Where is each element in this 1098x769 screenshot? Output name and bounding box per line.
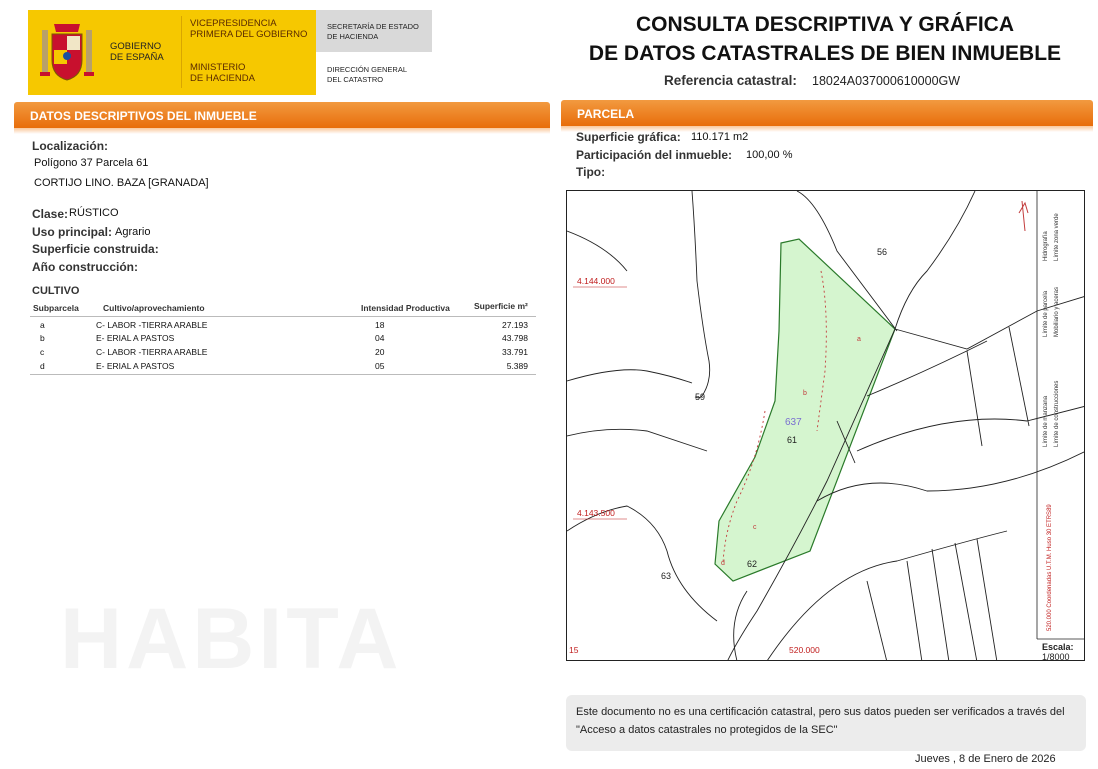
subparcel-label: c [753, 524, 757, 531]
uso-principal-value: Agrario [115, 226, 151, 238]
legend-limite-parcela: Límite de parcela [1043, 290, 1049, 337]
legend-limite-zona-verde: Límite zona verde [1054, 213, 1060, 261]
direccion-general-label: DIRECCIÓN GENERAL DEL CATASTRO [327, 65, 408, 84]
table-cell: b [40, 333, 45, 343]
ministerio-label: MINISTERIO DE HACIENDA [190, 62, 255, 84]
subparcel-label: d [721, 560, 725, 567]
table-cell: C- LABOR -TIERRA ARABLE [96, 320, 208, 330]
referencia-label: Referencia catastral: [664, 73, 797, 88]
table-cell: E- ERIAL A PASTOS [96, 333, 175, 343]
document-date: Jueves , 8 de Enero de 2026 [915, 753, 1056, 765]
subparcel-label: a [857, 336, 861, 343]
legend-coordinates: 520.000 Coordenadas U.T.M. Huso 30 ETRS89 [1047, 504, 1053, 631]
col-cultivo: Cultivo/aprovechamiento [103, 303, 205, 313]
north-arrow-icon [1019, 201, 1028, 231]
participacion-value: 100,00 % [746, 149, 793, 161]
table-cell: E- ERIAL A PASTOS [96, 361, 175, 371]
table-cell: 20 [375, 347, 385, 357]
vicepresidencia-label: VICEPRESIDENCIA PRIMERA DEL GOBIERNO [190, 18, 308, 40]
coat-of-arms-icon [38, 16, 96, 86]
clase-label: Clase: [32, 207, 69, 221]
col-intensidad: Intensidad Productiva [361, 303, 450, 313]
table-cell: 27.193 [502, 320, 528, 330]
legend-hidrografia: Hidrografía [1043, 231, 1049, 261]
parcel-61-shape[interactable] [715, 239, 895, 581]
map-canvas [567, 191, 1085, 661]
section-fade [14, 128, 550, 134]
uso-principal-label: Uso principal: [32, 225, 113, 239]
legend-mobiliario: Mobiliario y aceras [1054, 286, 1060, 337]
superficie-construida-label: Superficie construida: [32, 242, 159, 256]
parcel-label: 637 [785, 417, 802, 428]
localizacion-line-1: Polígono 37 Parcela 61 [34, 157, 149, 169]
secretaria-label: SECRETARÍA DE ESTADO DE HACIENDA [327, 22, 419, 41]
table-header-line [30, 316, 536, 317]
utm-coordinate-x: 520.000 [789, 645, 820, 655]
superficie-grafica-label: Superficie gráfica: [576, 130, 681, 144]
map-corner-label: 15 [569, 645, 579, 655]
disclaimer-note: Este documento no es una certificación catastral, pero sus datos pueden ser verificados a través del "Acceso a datos catastrales no protegidos de la SEC" [566, 695, 1086, 751]
table-cell: C- LABOR -TIERRA ARABLE [96, 347, 208, 357]
table-cell: a [40, 320, 45, 330]
escala-label: Escala: [1042, 642, 1074, 652]
table-cell: 43.798 [502, 333, 528, 343]
localizacion-label: Localización: [32, 139, 109, 153]
escala-value: 1/8000 [1042, 652, 1070, 662]
utm-coordinate-y2: 4.143.500 [577, 508, 615, 518]
watermark: HABITA [60, 591, 403, 687]
parcel-label: 56 [877, 247, 888, 257]
clase-value: RÚSTICO [69, 207, 119, 219]
gov-name: GOBIERNO DE ESPAÑA [110, 41, 164, 63]
superficie-grafica-value: 110.171 m2 [691, 131, 749, 143]
cultivo-table-body [30, 320, 536, 376]
table-cell: c [40, 347, 45, 357]
parcela-header [561, 100, 1093, 132]
legend-limite-construcciones: Límite de construcciones [1054, 380, 1060, 447]
table-cell: 05 [375, 361, 385, 371]
col-superficie: Superficie m² [474, 301, 528, 311]
table-cell: 04 [375, 333, 385, 343]
parcel-label: 59 [695, 392, 706, 402]
col-subparcela: Subparcela [33, 303, 79, 313]
section-title: PARCELA [561, 100, 1093, 126]
cadastral-map[interactable] [566, 190, 1085, 661]
localizacion-line-2: CORTIJO LINO. BAZA [GRANADA] [34, 177, 209, 189]
legend-limite-manzana: Límite de manzana [1043, 395, 1049, 447]
section-title: DATOS DESCRIPTIVOS DEL INMUEBLE [14, 102, 550, 128]
referencia-value: 18024A037000610000GW [812, 74, 961, 88]
participacion-label: Participación del inmueble: [576, 148, 733, 162]
utm-coordinate-y1: 4.144.000 [577, 276, 615, 286]
datos-descriptivos-header [14, 102, 550, 134]
cultivo-title: CULTIVO [32, 285, 80, 297]
anio-construccion-label: Año construcción: [32, 260, 139, 274]
parcel-label: 62 [747, 559, 758, 569]
tipo-label: Tipo: [576, 165, 606, 179]
document-title: CONSULTA DESCRIPTIVA Y GRÁFICA DE DATOS CATASTRALES DE BIEN INMUEBLE [588, 13, 1062, 65]
table-cell: d [40, 361, 45, 371]
table-bottom-line [30, 374, 536, 375]
subparcel-label: b [803, 390, 807, 397]
parcel-label: 61 [787, 435, 798, 445]
header-divider [181, 16, 182, 88]
table-cell: 18 [375, 320, 385, 330]
table-cell: 5.389 [506, 361, 528, 371]
table-cell: 33.791 [502, 347, 528, 357]
parcel-label: 63 [661, 571, 672, 581]
